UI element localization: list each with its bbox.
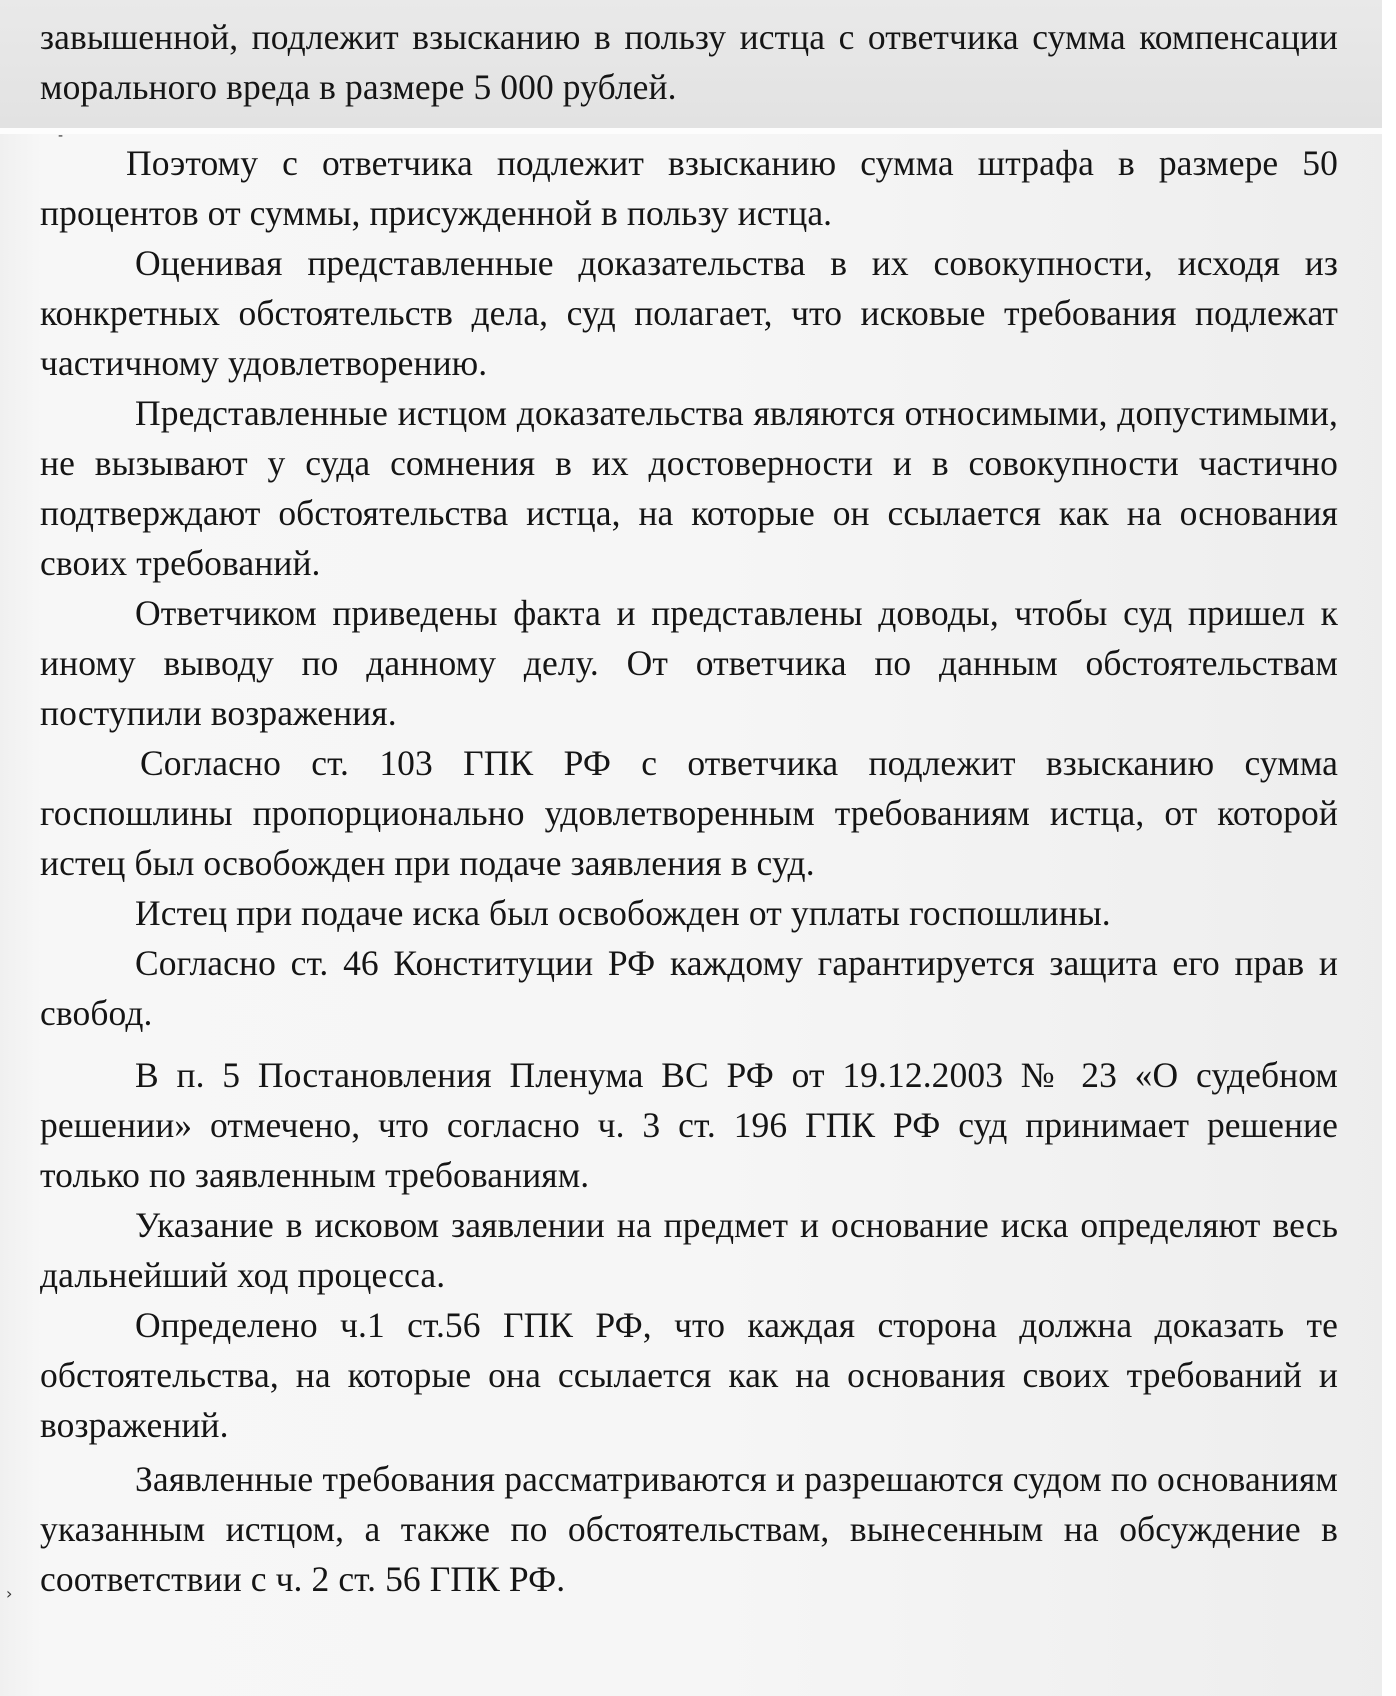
paragraph-penalty: Поэтому с ответчика подлежит взысканию сумма штрафа в размере 50 процентов от суммы, присужденной в пользу истца. (40, 143, 1338, 233)
paragraph-defendant: Ответчиком приведены факта и представлены доводы, чтобы суд пришел к иному выводу по данному делу. От ответчика по данным обстоятельствам поступили возражения. (40, 593, 1338, 733)
paragraph-constitution: Согласно ст. 46 Конституции РФ каждому гарантируется защита его прав и свобод. (40, 943, 1338, 1033)
top-fragment-text: завышенной, подлежит взысканию в пользу истца с ответчика сумма компенсации морального вреда в размере 5 000 рублей. (40, 17, 1338, 107)
scan-mark: › (6, 1584, 13, 1603)
paragraph-claim-subject: Указание в исковом заявлении на предмет и основание иска определяют весь дальнейший ход процесса. (40, 1205, 1338, 1295)
main-sheet (0, 128, 1396, 1696)
paragraph-claims-considered: Заявленные требования рассматриваются и разрешаются судом по основаниям указанным истцом, а также по обстоятельствам, вынесенным на обсуждение в соответствии с ч. 2 ст. 56 ГПК РФ. (40, 1459, 1338, 1599)
scan-mark: - (58, 128, 64, 144)
paragraph-evidence: Представленные истцом доказательства являются относимыми, допустимыми, не вызывают у суда сомнения в их достоверности и в совокупности частично подтверждают обстоятельства истца, на которые он ссылается как на основания своих требований. (40, 393, 1338, 583)
paragraph-exemption: Истец при подаче иска был освобожден от уплаты госпошлины. (135, 893, 1111, 933)
paragraph-state-duty: Согласно ст. 103 ГПК РФ с ответчика подлежит взысканию сумма госпошлины пропорционально удовлетворенным требованиям истца, от которой истец был освобожден при подаче заявления в суд. (40, 743, 1338, 883)
page-edge (1382, 0, 1396, 1696)
top-fragment (0, 0, 1396, 128)
paragraph-evaluation: Оценивая представленные доказательства в их совокупности, исходя из конкретных обстоятельств дела, суд полагает, что исковые требования подлежат частичному удовлетворению. (40, 243, 1338, 383)
paragraph-burden-of-proof: Определено ч.1 ст.56 ГПК РФ, что каждая сторона должна доказать те обстоятельства, на которые она ссылается как на основания своих требований и возражений. (40, 1305, 1338, 1445)
paragraph-plenum: В п. 5 Постановления Пленума ВС РФ от 19.12.2003 № 23 «О судебном решении» отмечено, что согласно ч. 3 ст. 196 ГПК РФ суд принимает решение только по заявленным требованиям. (40, 1055, 1338, 1195)
